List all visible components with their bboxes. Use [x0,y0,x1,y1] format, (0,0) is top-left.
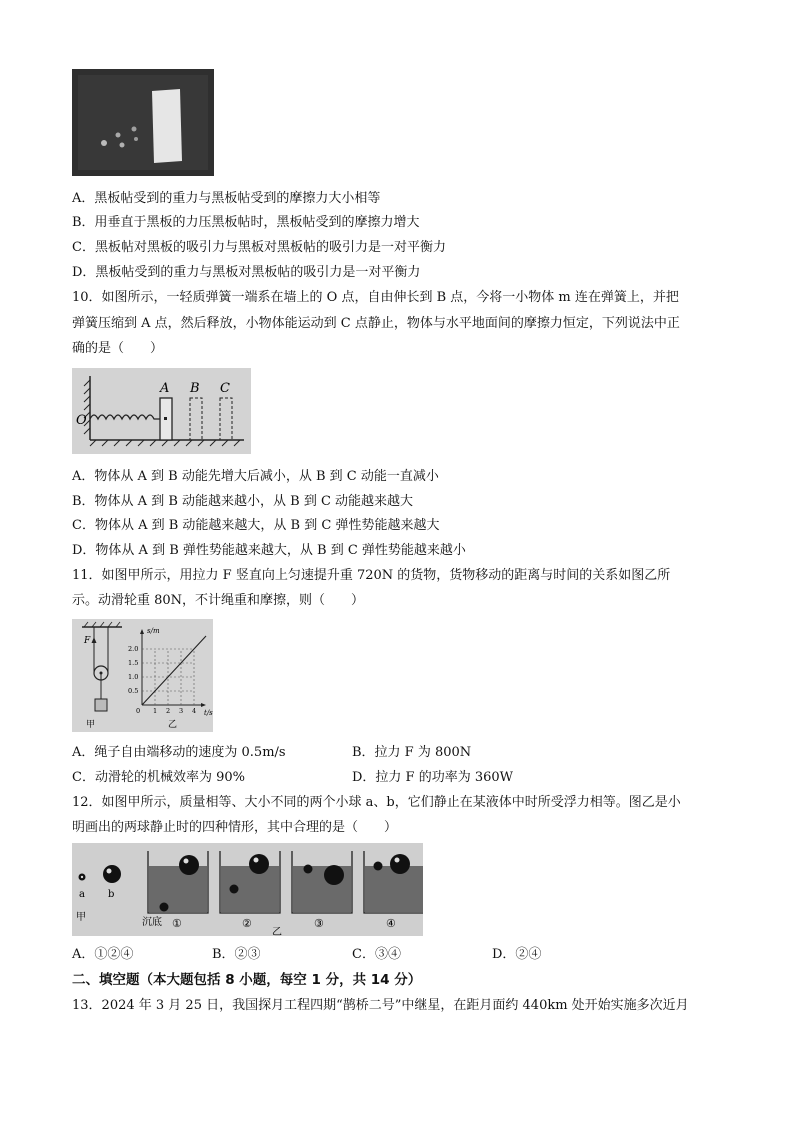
q10-stem-line-2: 弹簧压缩到 A 点，然后释放，小物体能运动到 C 点静止，物体与水平地面间的摩擦力恒定，下列说法中正 [72,316,680,331]
label-jia-q12: 甲 [76,912,86,923]
label-jia: 甲 [86,720,96,730]
label-a: A [160,381,170,396]
label-b: B [190,381,200,396]
q10-stem-line-1: 10．如图所示，一轻质弹簧一端系在墙上的 O 点，自由伸长到 B 点，今将一小物体 m 连在弹簧上，并把 [72,290,679,305]
graph-ytick-0-5: 0.5 [128,687,139,695]
balls-liquid-figure [72,843,423,936]
q11-stem-line-2: 示。动滑轮重 80N，不计绳重和摩擦，则（ ） [72,593,365,608]
label-c: C [220,381,230,396]
q10-option-b: B．物体从 A 到 B 动能越来越小，从 B 到 C 动能越来越大 [72,494,414,509]
spring-figure [72,368,251,454]
blackboard-photo [72,69,214,176]
label-yi: 乙 [168,720,178,730]
graph-xlabel: t/s [204,709,213,717]
graph-ytick-2-0: 2.0 [128,645,139,653]
q10-option-d: D．物体从 A 到 B 弹性势能越来越大，从 B 到 C 弹性势能越来越小 [72,543,466,558]
graph-ytick-1-0: 1.0 [128,673,139,681]
q12-option-b: B．②③ [212,947,261,962]
label-a-ball: a [79,889,85,900]
label-b-ball: b [108,889,115,900]
q12-stem-line-2: 明画出的两球静止时的四种情形，其中合理的是（ ） [72,820,398,835]
q11-stem-line-1: 11．如图甲所示，用拉力 F 竖直向上匀速提升重 720N 的货物，货物移动的距离与时间的关系如图乙所 [72,568,671,583]
label-beaker-2: ② [242,917,252,930]
q10-option-c: C．物体从 A 到 B 动能越来越大，从 B 到 C 弹性势能越来越大 [72,518,440,533]
q9-option-d: D．黑板帖受到的重力与黑板对黑板帖的吸引力是一对平衡力 [72,265,421,280]
label-f: F [84,636,91,646]
graph-ylabel: s/m [147,627,160,635]
q11-option-b: B．拉力 F 为 800N [352,745,472,760]
q10-stem-line-3: 确的是（ ） [72,341,164,356]
label-beaker-1: ① [172,917,182,930]
label-beaker-4: ④ [386,917,396,930]
graph-xtick-2: 2 [166,707,171,715]
spring-figure-drawing [72,368,251,454]
q11-option-d: D．拉力 F 的功率为 360W [352,770,514,785]
graph-ytick-1-5: 1.5 [128,659,139,667]
q13-stem-line-1: 13．2024 年 3 月 25 日，我国探月工程四期“鹊桥二号”中继星，在距月面约 440km 处开始实施多次近月 [72,998,689,1013]
section-2-heading: 二、填空题（本大题包括 8 小题，每空 1 分，共 14 分） [72,972,422,988]
q10-option-a: A．物体从 A 到 B 动能先增大后减小，从 B 到 C 动能一直减小 [72,469,439,484]
label-o: O [76,413,87,428]
label-yi-q12: 乙 [272,927,282,936]
balls-liquid-drawing [72,843,423,936]
q9-option-b: B．用垂直于黑板的力压黑板帖时，黑板帖受到的摩擦力增大 [72,215,420,230]
graph-xtick-4: 4 [192,707,197,715]
q11-option-c: C．动滑轮的机械效率为 90% [72,770,245,785]
blackboard-photo-drawing [72,69,214,176]
graph-xtick-3: 3 [179,707,184,715]
q9-option-c: C．黑板帖对黑板的吸引力与黑板对黑板帖的吸引力是一对平衡力 [72,240,446,255]
graph-xtick-1: 1 [153,707,158,715]
q12-option-a: A．①②④ [72,947,134,962]
q12-option-d: D．②④ [492,947,542,962]
q12-option-c: C．③④ [352,947,401,962]
graph-origin: 0 [136,707,141,715]
pulley-graph-drawing [72,619,213,732]
q9-option-a: A．黑板帖受到的重力与黑板帖受到的摩擦力大小相等 [72,191,381,206]
label-sink: 沉底 [142,917,162,928]
q12-stem-line-1: 12．如图甲所示，质量相等、大小不同的两个小球 a、b，它们静止在某液体中时所受浮力相等。图乙是小 [72,795,681,810]
label-beaker-3: ③ [314,917,324,930]
pulley-graph-figure [72,619,213,732]
q11-option-a: A．绳子自由端移动的速度为 0.5m/s [72,745,286,760]
